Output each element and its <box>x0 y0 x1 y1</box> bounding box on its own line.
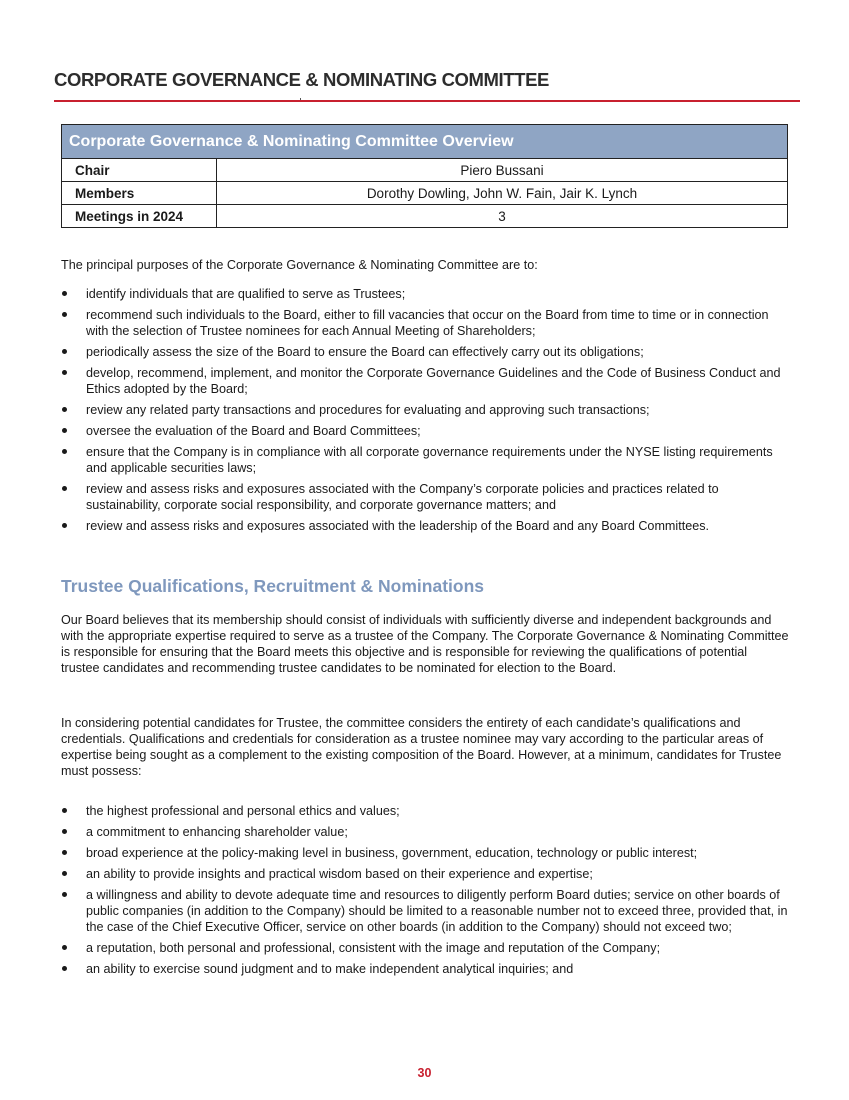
bullet-icon <box>62 407 67 412</box>
list-item <box>61 444 789 476</box>
paragraph-text: In considering potential candidates for Trustee, the committee considers the entirety of each candidate’s qualifications and credentials. Qualifications and credentials for consideration as a trustee nominee may vary according to the particular areas of expertise being sought as a complement to the existing composition of the Board. However, at a minimum, candidates for Trustee must possess: <box>61 716 782 778</box>
committee-overview-table <box>61 124 788 228</box>
qualifications-list <box>61 803 789 982</box>
overview-title: Corporate Governance & Nominating Committee Overview <box>62 125 788 159</box>
list-item-text: ensure that the Company is in compliance with all corporate governance requirements under the NYSE listing requirements and applicable securities laws; <box>86 445 773 475</box>
bullet-icon <box>62 370 67 375</box>
list-item <box>61 344 789 360</box>
list-item-text: a reputation, both personal and professional, consistent with the image and reputation of the Company; <box>86 941 661 955</box>
list-item <box>61 803 789 819</box>
paragraph-text: Our Board believes that its membership should consist of individuals with sufficiently diverse and independent backgrounds and with the appropriate expertise required to serve as a trustee of the Company. The Corporate Governance & Nominating Committee is responsible for ensuring that the Board meets this objective and is responsible for reviewing the qualifications of potential trustee candidates and recommending trustee candidates to be nominated for election to the Board. <box>61 613 789 675</box>
list-item <box>61 423 789 439</box>
list-item-text: review and assess risks and exposures associated with the Company’s corporate policies and practices related to sustainability, corporate social responsibility, and corporate governance matters; and <box>86 482 719 512</box>
list-item-text: develop, recommend, implement, and monitor the Corporate Governance Guidelines and the Code of Business Conduct and Ethics adopted by the Board; <box>86 366 781 396</box>
heading-rule <box>54 100 800 102</box>
overview-label: Members <box>62 182 217 205</box>
paragraph-candidate-criteria <box>61 715 789 779</box>
list-item <box>61 866 789 882</box>
bullet-icon <box>62 808 67 813</box>
bullet-icon <box>62 829 67 834</box>
bullet-icon <box>62 486 67 491</box>
list-item-text: recommend such individuals to the Board, either to fill vacancies that occur on the Board from time to time or in connection with the selection of Trustee nominees for each Annual Meeting of Shareholders; <box>86 308 769 338</box>
list-item-text: the highest professional and personal ethics and values; <box>86 804 400 818</box>
overview-value: Piero Bussani <box>217 159 788 182</box>
overview-value: Dorothy Dowling, John W. Fain, Jair K. Lynch <box>217 182 788 205</box>
overview-header-row <box>62 125 788 159</box>
list-item-text: a willingness and ability to devote adequate time and resources to diligently perform Board duties; service on other boards of public companies (in addition to the Company) should be limited to a reasonable number not to exceed three, provided that, in the case of the Chief Executive Officer, service on other boards (in addition to the Company) should not exceed two; <box>86 888 788 934</box>
overview-label: Chair <box>62 159 217 182</box>
paragraph-board-membership <box>61 612 789 676</box>
bullet-icon <box>62 349 67 354</box>
overview-row-meetings <box>62 205 788 228</box>
bullet-icon <box>62 966 67 971</box>
list-item-text: review any related party transactions and procedures for evaluating and approving such transactions; <box>86 403 650 417</box>
trustee-qualifications-heading: Trustee Qualifications, Recruitment & Nominations <box>61 576 484 596</box>
bullet-icon <box>62 850 67 855</box>
list-item <box>61 961 789 977</box>
list-item-text: a commitment to enhancing shareholder value; <box>86 825 348 839</box>
list-item <box>61 286 789 302</box>
overview-row-members <box>62 182 788 205</box>
bullet-icon <box>62 312 67 317</box>
bullet-icon <box>62 449 67 454</box>
purposes-intro-text: The principal purposes of the Corporate Governance & Nominating Committee are to: <box>61 258 538 272</box>
purposes-intro <box>61 257 789 273</box>
overview-value: 3 <box>217 205 788 228</box>
list-item <box>61 845 789 861</box>
purposes-list <box>61 286 789 539</box>
bullet-icon <box>62 871 67 876</box>
list-item-text: oversee the evaluation of the Board and Board Committees; <box>86 424 421 438</box>
bullet-icon <box>62 945 67 950</box>
list-item-text: review and assess risks and exposures associated with the leadership of the Board and any Board Committees. <box>86 519 710 533</box>
bullet-icon <box>62 428 67 433</box>
list-item-text: an ability to provide insights and practical wisdom based on their experience and expertise; <box>86 867 593 881</box>
bullet-icon <box>62 523 67 528</box>
overview-label: Meetings in 2024 <box>62 205 217 228</box>
list-item <box>61 481 789 513</box>
bullet-icon <box>62 892 67 897</box>
list-item <box>61 402 789 418</box>
section-heading: CORPORATE GOVERNANCE & NOMINATING COMMITTEE <box>54 69 549 90</box>
list-item-text: an ability to exercise sound judgment and to make independent analytical inquiries; and <box>86 962 574 976</box>
list-item-text: periodically assess the size of the Board to ensure the Board can effectively carry out its obligations; <box>86 345 644 359</box>
bullet-icon <box>62 291 67 296</box>
list-item <box>61 307 789 339</box>
heading-tick-mark <box>300 98 301 100</box>
list-item <box>61 824 789 840</box>
page-number: 30 <box>417 1066 432 1080</box>
list-item <box>61 887 789 935</box>
list-item <box>61 365 789 397</box>
list-item-text: broad experience at the policy-making level in business, government, education, technology or public interest; <box>86 846 698 860</box>
list-item <box>61 940 789 956</box>
overview-row-chair <box>62 159 788 182</box>
list-item <box>61 518 789 534</box>
list-item-text: identify individuals that are qualified to serve as Trustees; <box>86 287 406 301</box>
